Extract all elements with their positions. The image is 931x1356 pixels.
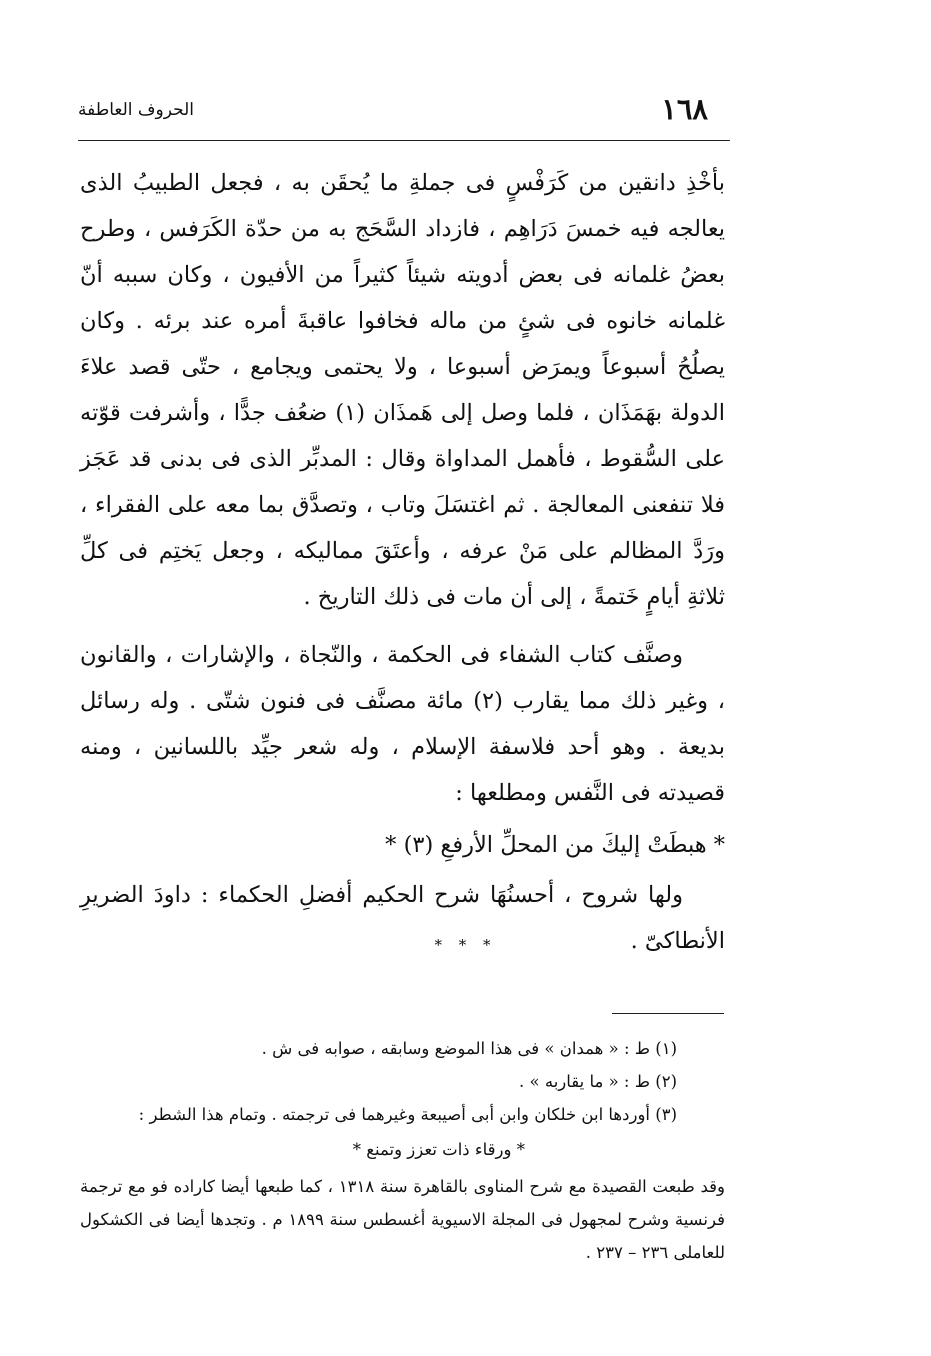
main-text [80, 160, 725, 964]
body-paragraph: وصنَّف كتاب الشفاء فى الحكمة ، والنّجاة ، والإشارات ، والقانون ، وغير ذلك مما يقارب (٢) مائة مصنَّف فى فنون شتّى . وله رسائل بديعة . وهو أحد فلاسفة الإسلام ، وله شعر جيِّد باللسانين ، ومنه قصيدته فى النَّفس ومطلعها : [80, 642, 726, 806]
footnote-2: (٢) ط : « ما يقاربه » . [519, 1072, 677, 1091]
footnote-1: (١) ط : « همدان » فى هذا الموضع وسابقه ، صوابه فى ش . [261, 1039, 677, 1058]
verse-line: * هبطَتْ إليكَ من المحلِّ الأرفعِ (٣) * [385, 832, 725, 858]
header-rule [78, 140, 730, 141]
body-paragraph: ولها شروح ، أحسنُهَا شرح الحكيم أفضلِ الحكماء : داودَ الضريرِ الأنطاكىّ . [80, 882, 725, 954]
running-head [78, 92, 730, 138]
footnote-rule [612, 1013, 724, 1014]
body-paragraph: بأخْذِ دانقين من كَرَفْسٍ فى جملةِ ما يُحقَن به ، فجعل الطبيبُ الذى يعالجه فيه خمسَ دَرَاهِم ، فازداد السَّحَج به من حدّة الكَرَفس ، وطرح بعضُ غلمانه فى بعض أدويته شيئاً كثيراً من الأفيون ، وكان سببه أنّ غلمانه خانوه فى شئٍ من ماله فخافوا عاقبةَ أمره عند برئه . وكان يصلُحُ أسبوعاً ويمرَض أسبوعا ، ولا يحتمى ويجامع ، حتّى قصد علاءَ الدولة بهَمَذَان ، فلما وصل إلى هَمذَان (١) ضعُف جدًّا ، وأشرفت قوّته على السُّقوط ، فأهمل المداواة وقال : المدبِّر الذى فى بدنى قد عَجَز فلا تنفعنى المعالجة . ثم اغتسَلَ وتاب ، وتصدَّق بما معه على الفقراء ، ورَدَّ المظالم على مَنْ عرفه ، وأعتَقَ مماليكه ، وجعل يَختِم فى كلِّ ثلاثةِ أيامٍ خَتمةً ، إلى أن مات فى ذلك التاريخ . [80, 170, 725, 610]
page-number: ١٦٨ [661, 92, 708, 126]
section-title: الحروف العاطفة [78, 100, 195, 120]
footnote-3: (٣) أوردها ابن خلكان وابن أبى أصيبعة وغيرهما فى ترجمته . وتمام هذا الشطر : [138, 1105, 677, 1124]
footnote-3-continuation: وقد طبعت القصيدة مع شرح المناوى بالقاهرة سنة ١٣١٨ ، كما طبعها أيضا كاراده فو مع ترجمة فرنسية وشرح لمجهول فى المجلة الاسيوية أغسطس سنة ١٨٩٩ م . وتجدها أيضا فى الكشكول للعاملى ٢٣٦ – ٢٣٧ . [80, 1177, 725, 1262]
section-separator: * * * [434, 936, 497, 954]
footnotes [80, 1032, 725, 1269]
footnote-3-verse: * ورقاء ذات تعزز وتمنع * [352, 1140, 525, 1159]
